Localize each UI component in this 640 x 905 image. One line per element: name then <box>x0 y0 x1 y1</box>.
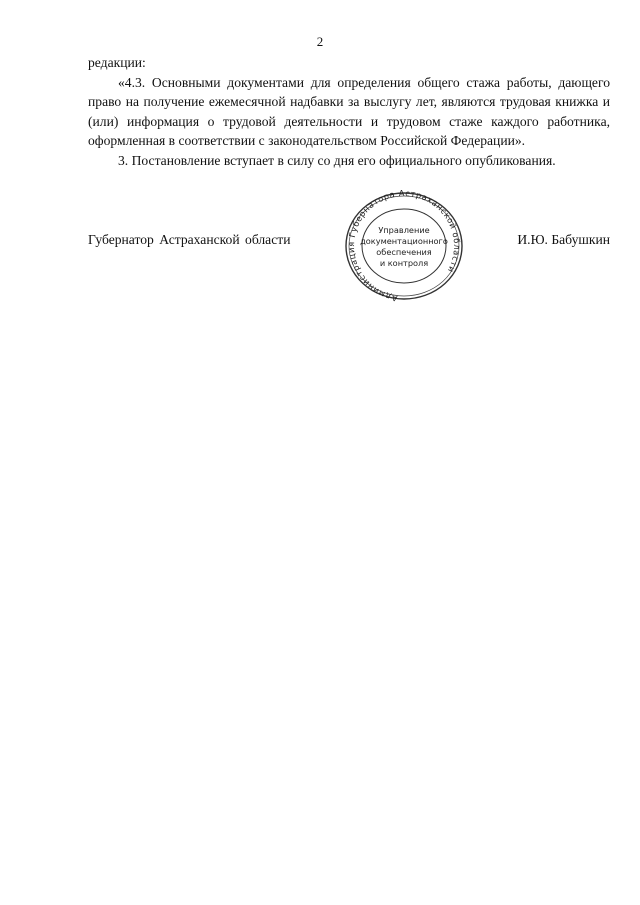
seal-inner-line-4: и контроля <box>379 258 429 268</box>
paragraph-3: 3. Постановление вступает в силу со дня его официального опубликования. <box>118 152 556 168</box>
seal-inner-line-3: обеспечения <box>376 247 432 257</box>
seal-outer-text: Администрация Губернатора Астраханской области <box>345 187 463 304</box>
signature-role: Губернатор Астраханской области <box>88 232 291 247</box>
paragraph-4-3: «4.3. Основными документами для определения общего стажа работы, дающего право на получение ежемесячной надбавки за выслугу лет, являются трудовая книжка и (или) информация о трудовой деятельности и трудовом стаже каждого работника, оформленная в соответствии с законодательством Российской Федерации». <box>88 74 610 148</box>
seal-inner-line-2: документационного <box>360 236 448 246</box>
paragraph-continuation: редакции: <box>88 55 146 70</box>
seal-graphic <box>340 187 468 305</box>
seal-inner-line-1: Управление <box>378 225 430 235</box>
page-number: 2 <box>316 34 324 49</box>
official-seal <box>340 187 468 305</box>
signature-name: И.Ю. Бабушкин <box>517 232 610 247</box>
document-body <box>88 53 610 170</box>
